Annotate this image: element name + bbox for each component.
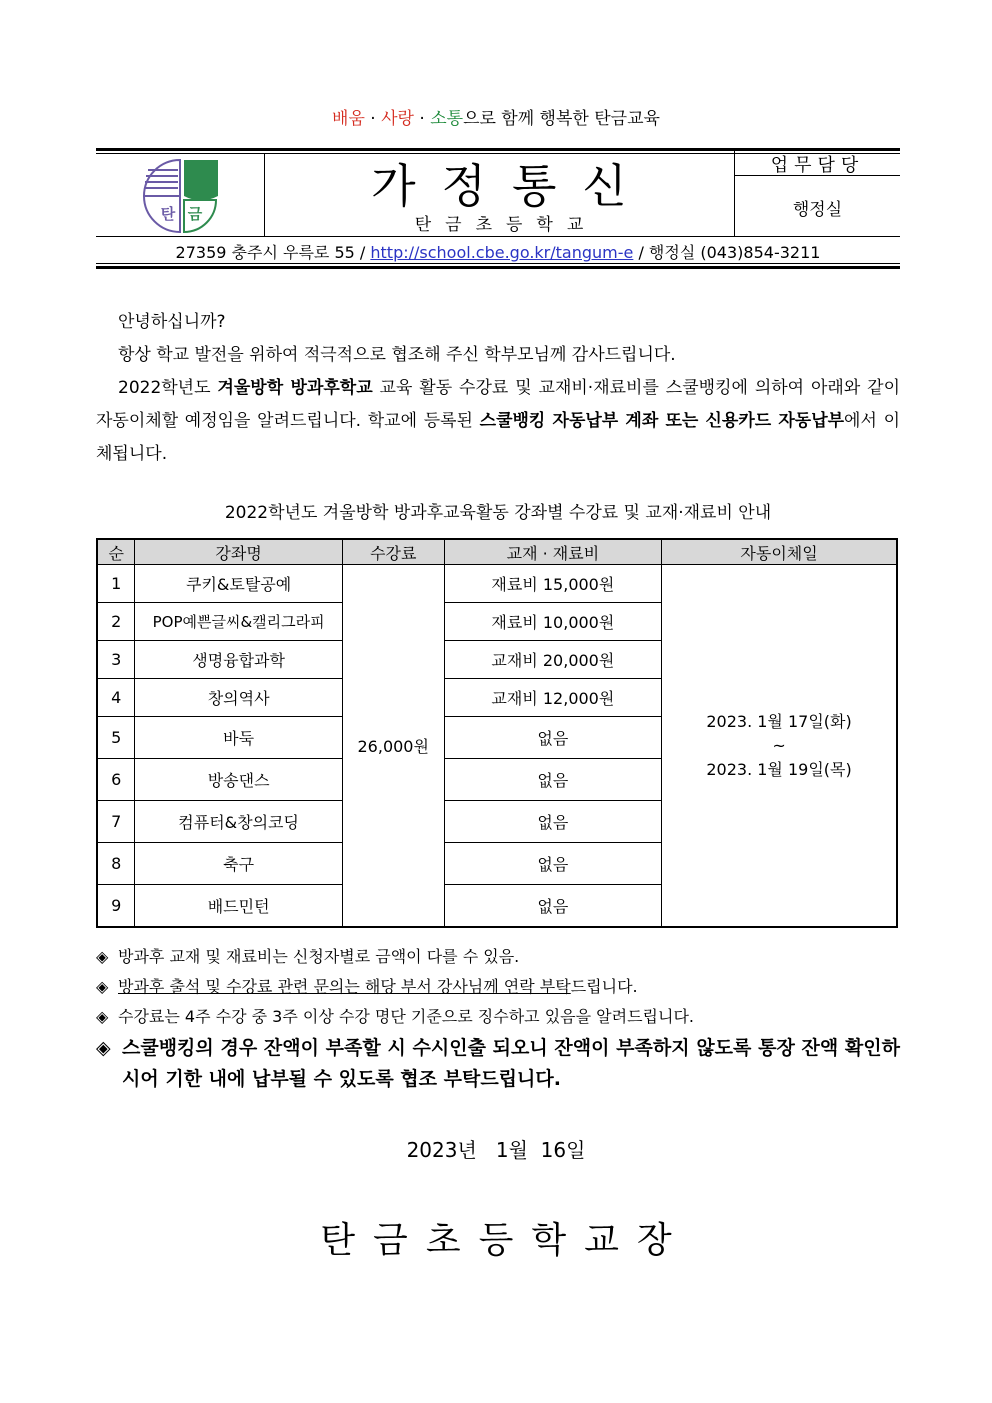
header-fee: 수강료	[342, 539, 444, 565]
diamond-bullet-icon: ◈	[96, 1037, 111, 1059]
row-course: 컴퓨터&창의코딩	[135, 801, 342, 843]
row-no: 9	[97, 885, 135, 928]
notice-paragraph	[96, 372, 900, 471]
row-course: POP예쁜글씨&캘리그라피	[135, 603, 342, 641]
address-suffix: / 행정실 (043)854-3211	[633, 243, 821, 262]
header-no: 순	[97, 539, 135, 565]
schedule-end: 2023. 1월 19일(목)	[706, 759, 852, 779]
address-line	[96, 240, 900, 263]
row-material: 없음	[444, 759, 661, 801]
note-1	[96, 944, 900, 967]
notice-part-e: 에서 이체됩니다.	[96, 411, 900, 464]
schedule-start: 2023. 1월 17일(화)	[706, 711, 852, 731]
header-mid-rule	[96, 236, 900, 237]
row-material: 없음	[444, 801, 661, 843]
diamond-bullet-icon: ◈	[96, 1007, 109, 1026]
schedule-sep: ~	[772, 735, 786, 755]
row-course: 바둑	[135, 717, 342, 759]
row-no: 7	[97, 801, 135, 843]
row-material: 재료비 15,000원	[444, 565, 661, 603]
note-2-rest: 드립니다.	[570, 977, 638, 996]
row-material: 없음	[444, 843, 661, 885]
row-material: 없음	[444, 717, 661, 759]
diamond-bullet-icon: ◈	[96, 947, 109, 966]
page-title: 가정통신	[371, 159, 653, 213]
header-bottom-rule-thin	[96, 263, 900, 264]
issue-date: 2023년 1월 16일	[406, 1138, 586, 1162]
school-logo-icon	[140, 156, 220, 234]
header-course: 강좌명	[135, 539, 342, 565]
thanks-paragraph: 항상 학교 발전을 위하여 적극적으로 협조해 주신 학부모님께 감사드립니다.	[118, 345, 676, 365]
row-no: 4	[97, 679, 135, 717]
address-prefix: 27359 충주시 우륵로 55 /	[175, 243, 371, 262]
greeting: 안녕하십니까?	[118, 312, 226, 332]
row-course: 방송댄스	[135, 759, 342, 801]
header-material: 교재 · 재료비	[444, 539, 661, 565]
slogan	[0, 104, 992, 129]
slogan-sep-2: ·	[413, 109, 431, 129]
row-course: 배드민턴	[135, 885, 342, 928]
note-3	[96, 1004, 900, 1027]
row-course: 창의역사	[135, 679, 342, 717]
row-course: 축구	[135, 843, 342, 885]
note-1-text: 방과후 교재 및 재료비는 신청자별로 금액이 다를 수 있음.	[118, 947, 520, 966]
row-no: 6	[97, 759, 135, 801]
notice-part-c: 교육 활동 수강료 및 교재비·재료비를 스쿨뱅킹에 의하여 아래와 같이 자동이체할 예정임을 알려드립니다. 학교에 등록된	[96, 378, 900, 431]
dept-value: 행정실	[792, 200, 843, 220]
dept-label: 업무담당	[770, 155, 865, 176]
note-4-text: 스쿨뱅킹의 경우 잔액이 부족할 시 수시인출 되오니 잔액이 부족하지 않도록 통장 잔액 확인하시어 기한 내에 납부될 수 있도록 협조 부탁드립니다.	[122, 1037, 900, 1090]
row-course: 생명융합과학	[135, 641, 342, 679]
dept-divider	[735, 175, 900, 176]
school-name: 탄금초등학교	[414, 215, 598, 235]
school-logo	[140, 156, 220, 234]
slogan-sep-1: ·	[364, 109, 382, 129]
note-2-underlined: 방과후 출석 및 수강료 관련 문의는 해당 부서 강사님께 연락 부탁	[118, 977, 571, 996]
table-title: 2022학년도 겨울방학 방과후교육활동 강좌별 수강료 및 교재·재료비 안내	[224, 503, 772, 523]
row-no: 1	[97, 565, 135, 603]
row-no: 2	[97, 603, 135, 641]
row-material: 없음	[444, 885, 661, 928]
slogan-word-3: 소통	[430, 109, 464, 129]
table-header-row	[97, 539, 897, 565]
notice-part-a: 2022학년도	[118, 378, 218, 398]
fee-cell: 26,000원	[342, 565, 444, 928]
row-material: 재료비 10,000원	[444, 603, 661, 641]
row-no: 5	[97, 717, 135, 759]
note-4	[96, 1033, 900, 1095]
header-bottom-rule	[96, 266, 900, 269]
table-row	[97, 565, 897, 603]
notice-part-d: 스쿨뱅킹 자동납부 계좌 또는 신용카드 자동납부	[479, 411, 845, 431]
diamond-bullet-icon: ◈	[96, 977, 109, 996]
school-url-link[interactable]: http://school.cbe.go.kr/tangum-e	[370, 243, 634, 262]
slogan-word-2: 사랑	[381, 109, 414, 129]
notice-part-b: 겨울방학 방과후학교	[217, 378, 373, 398]
row-material: 교재비 20,000원	[444, 641, 661, 679]
note-2	[96, 974, 900, 997]
principal-signature: 탄금초등학교장	[320, 1220, 690, 1261]
row-no: 8	[97, 843, 135, 885]
slogan-word-1: 배움	[332, 109, 365, 129]
schedule-cell	[662, 565, 897, 928]
logo-text-right: 금	[187, 205, 203, 223]
fee-table	[96, 538, 898, 928]
row-no: 3	[97, 641, 135, 679]
note-3-text: 수강료는 4주 수강 중 3주 이상 수강 명단 기준으로 징수하고 있음을 알려드립니다.	[118, 1007, 694, 1026]
header-schedule: 자동이체일	[662, 539, 897, 565]
logo-text-left: 탄	[160, 205, 176, 223]
slogan-word-4: 탄금교육	[594, 109, 660, 129]
slogan-rest: 으로 함께 행복한	[463, 109, 595, 129]
row-course: 쿠키&토탈공예	[135, 565, 342, 603]
row-material: 교재비 12,000원	[444, 679, 661, 717]
